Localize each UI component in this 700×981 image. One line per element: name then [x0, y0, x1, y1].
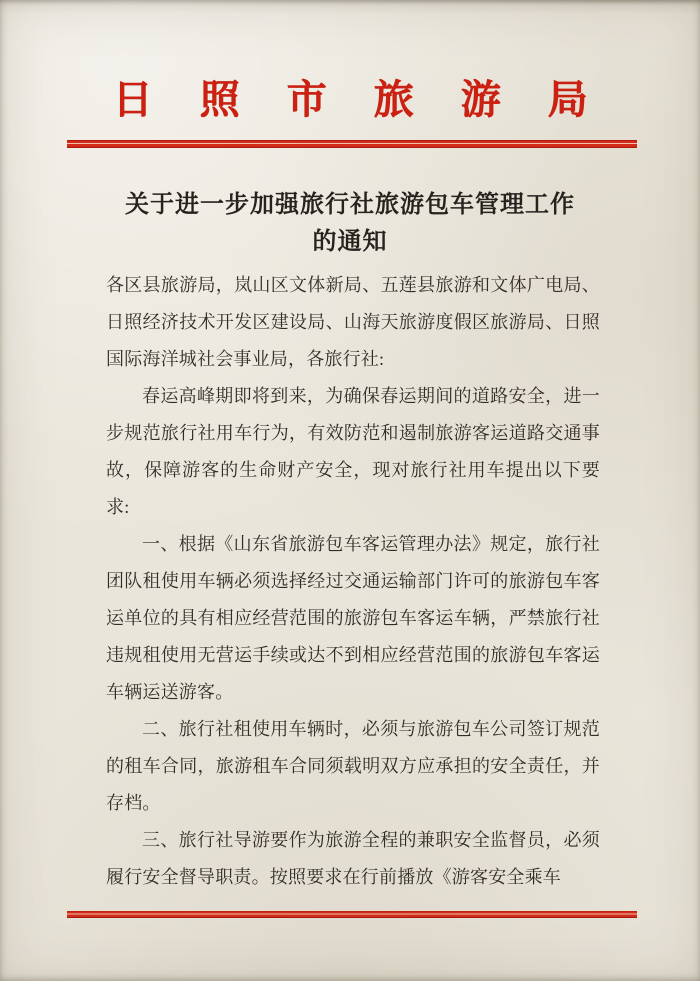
agency-name-text: 日照市旅游局: [112, 77, 635, 122]
item3-paragraph: 三、旅行社导游要作为旅游全程的兼职安全监督员，必须履行安全督导职责。按照要求在行前播放《游客安全乘车: [106, 830, 600, 887]
letterhead-separator-line: [67, 140, 637, 148]
document-title: [0, 186, 700, 260]
footer-separator-line: [67, 911, 637, 918]
item1-paragraph: 一、根据《山东省旅游包车客运管理办法》规定，旅行社团队租使用车辆必须选择经过交通运输部门许可的旅游包车客运单位的具有相应经营范围的旅游包车客运车辆，严禁旅行社违规租使用无营运手续或达不到相应经营范围的旅游包车客运车辆运送游客。: [106, 534, 600, 702]
agency-letterhead: [0, 76, 700, 124]
intro-paragraph: 春运高峰期即将到来，为确保春运期间的道路安全，进一步规范旅行社用车行为，有效防范和遏制旅游客运道路交通事故，保障游客的生命财产安全，现对旅行社用车提出以下要求:: [106, 386, 600, 517]
document-title-line2: 的通知: [312, 228, 388, 255]
document-title-line1: 关于进一步加强旅行社旅游包车管理工作: [125, 191, 575, 218]
addressee-paragraph: 各区县旅游局，岚山区文体新局、五莲县旅游和文体广电局、日照经济技术开发区建设局、山海天旅游度假区旅游局、日照国际海洋城社会事业局，各旅行社:: [106, 275, 600, 369]
item2-paragraph: 二、旅行社租使用车辆时，必须与旅游包车公司签订规范的租车合同，旅游租车合同须载明双方应承担的安全责任，并存档。: [106, 719, 600, 813]
document-body: [106, 267, 600, 896]
